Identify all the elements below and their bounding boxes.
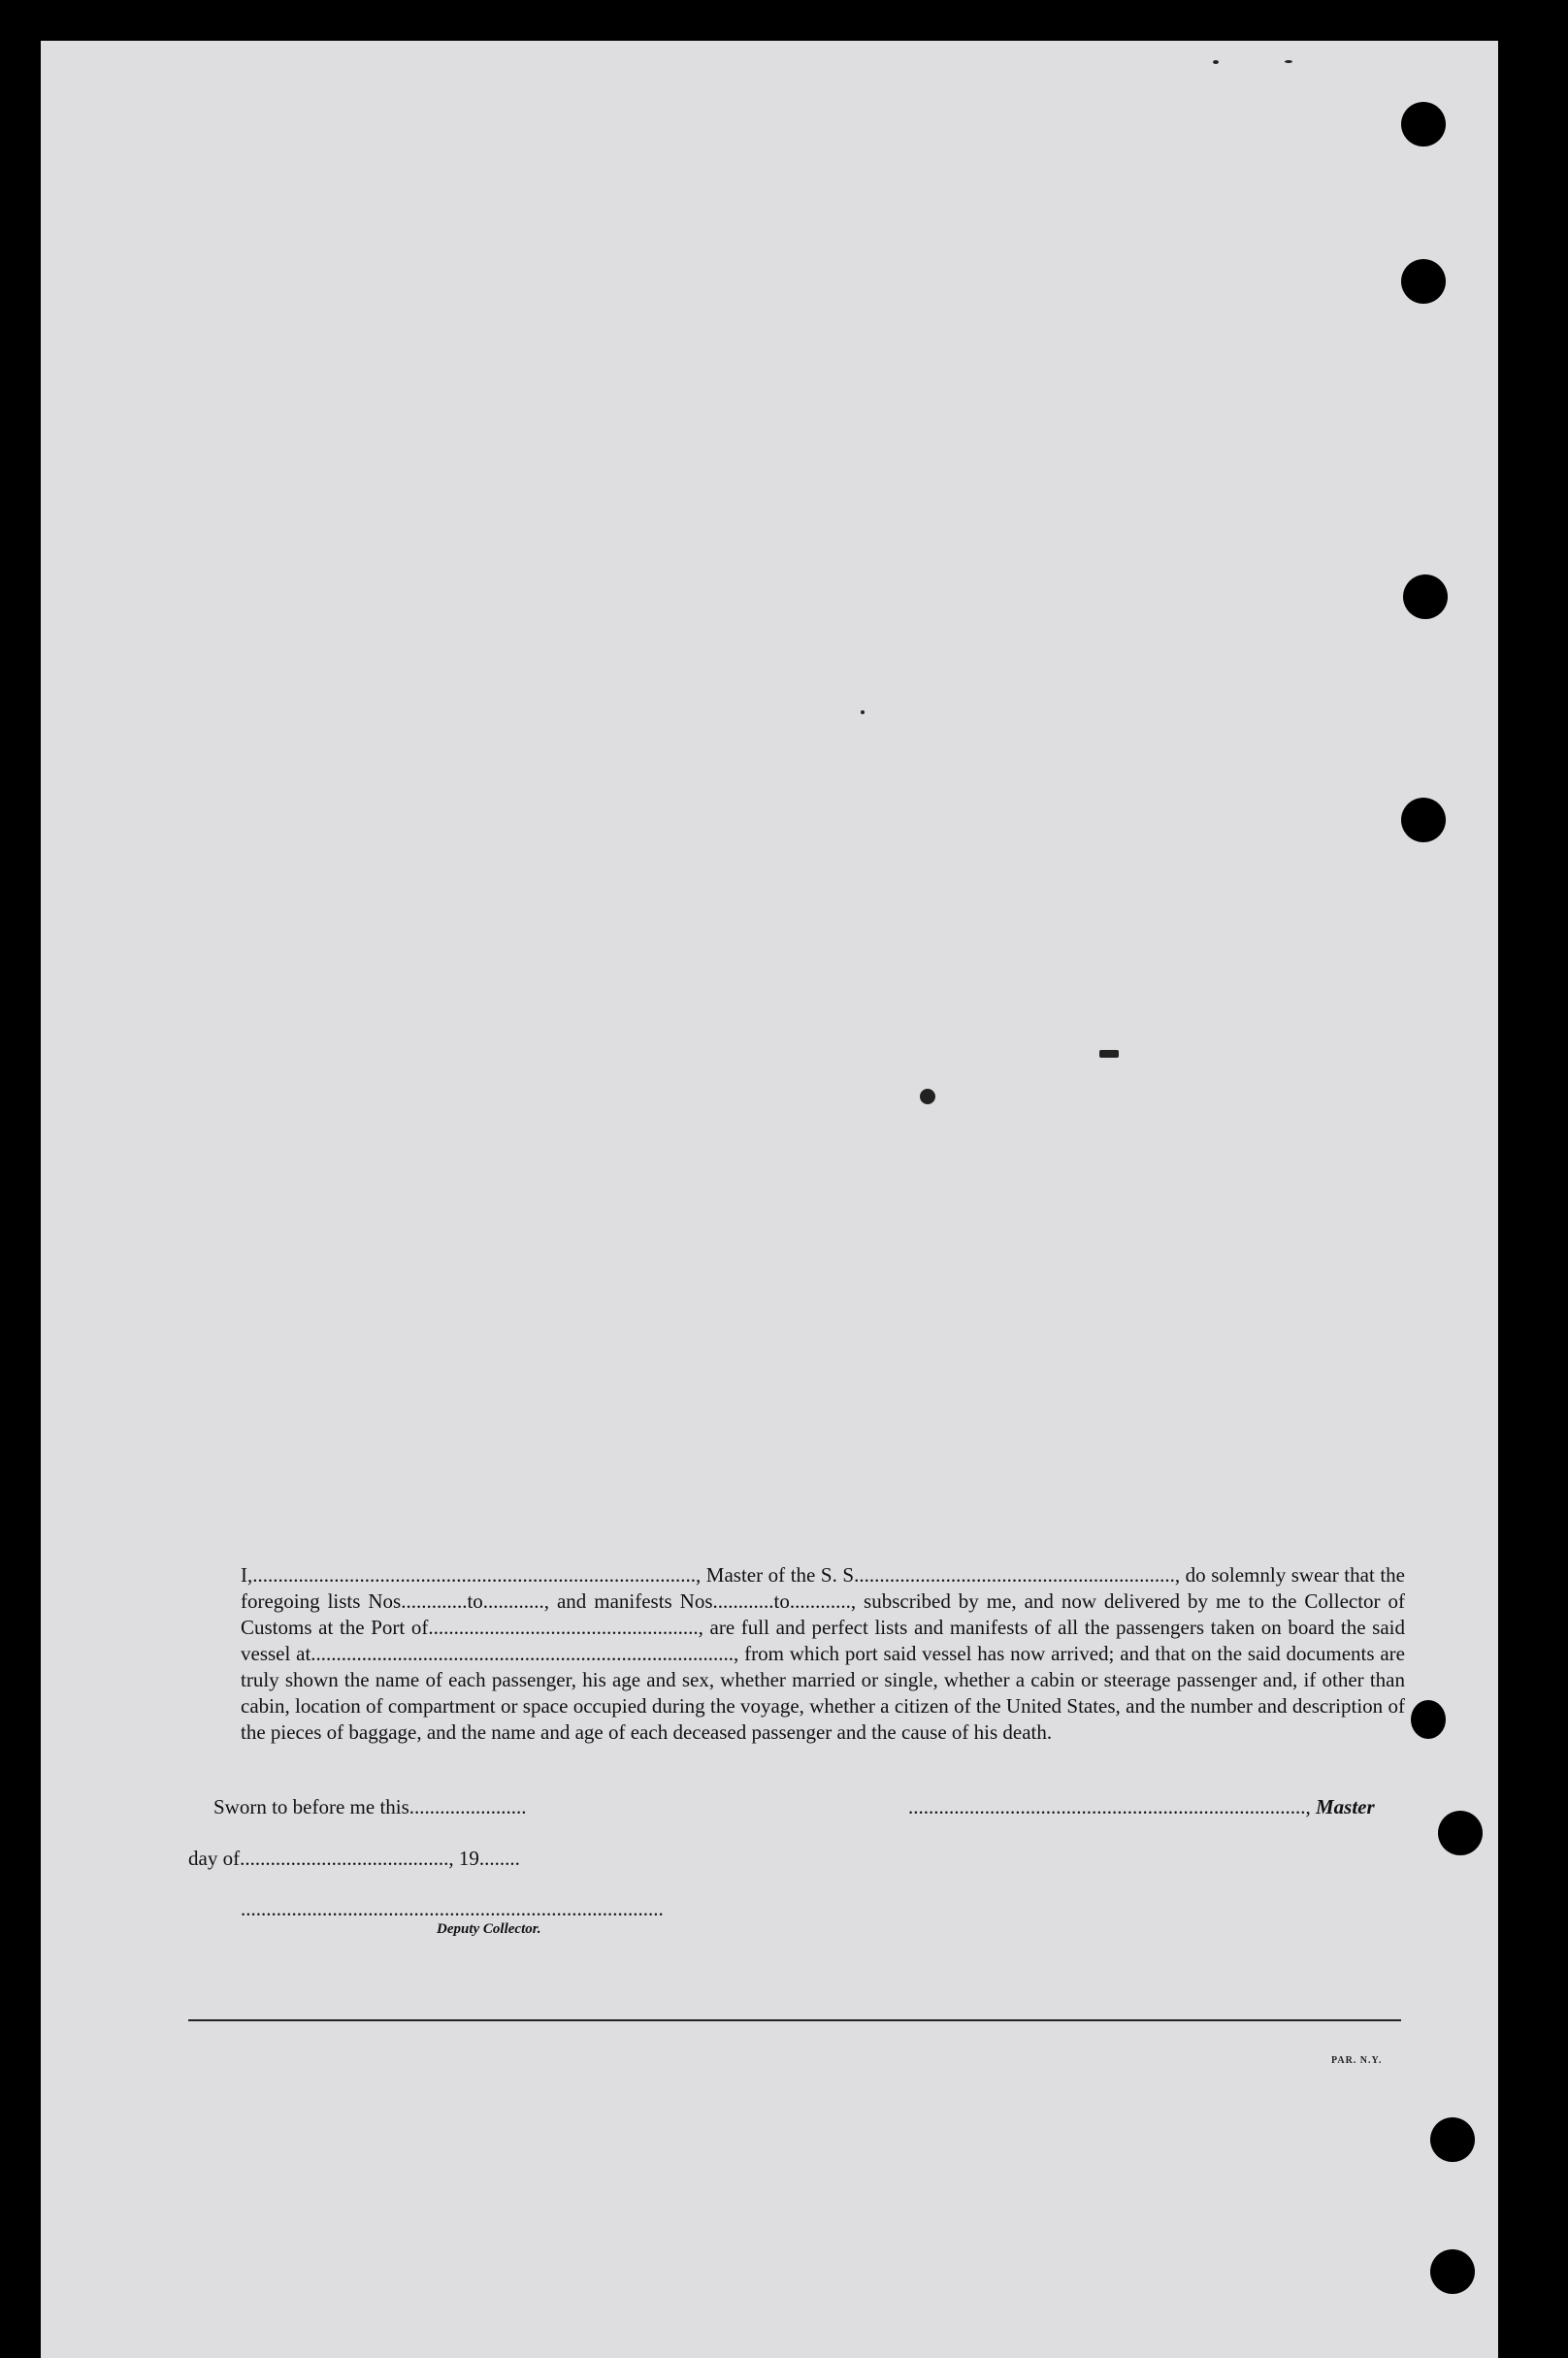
ink-speck bbox=[1285, 60, 1292, 63]
ink-speck bbox=[1213, 60, 1219, 64]
deputy-collector-caption: Deputy Collector. bbox=[437, 1921, 541, 1937]
oath-text: I,......................................................................................., Master of the S. S..............................................................., do solemnly swear that the foregoing lists Nos.............to............, and manifests Nos............to............, subscribed by me, and now delivered by me to the Collector of Customs at the Port of....................................................., are full and perfect lists and manifests of all the passengers taken on board the said vessel at..................................................................................., from which port said vessel has now arrived; and that on the said documents are truly shown the name of each passenger, his age and sex, whether married or single, whether a cabin or steerage passenger and, if other than cabin, location of compartment or space occupied during the voyage, whether a citizen of the United States, and the number and description of the pieces of baggage, and the name and age of each deceased passenger and the cause of his death. bbox=[241, 1563, 1405, 1744]
punch-hole-3 bbox=[1403, 574, 1448, 619]
ink-speck bbox=[1099, 1050, 1119, 1058]
document-sheet bbox=[41, 41, 1498, 2358]
sworn-line bbox=[213, 1795, 527, 1819]
master-dots: .............................................................................., bbox=[908, 1795, 1311, 1818]
punch-hole-7 bbox=[1430, 2117, 1475, 2162]
master-signature-line bbox=[908, 1795, 1375, 1819]
punch-hole-4 bbox=[1401, 798, 1446, 842]
deputy-signature-line bbox=[241, 1897, 664, 1921]
deputy-dots: ................................................................................... bbox=[241, 1897, 664, 1920]
punch-hole-2 bbox=[1401, 259, 1446, 304]
punch-hole-1 bbox=[1401, 102, 1446, 147]
master-oath-paragraph bbox=[186, 1562, 1405, 1746]
sworn-text: Sworn to before me this....................... bbox=[213, 1795, 527, 1818]
printer-mark: PAR. N.Y. bbox=[1331, 2055, 1383, 2066]
master-label: Master bbox=[1316, 1795, 1375, 1818]
ink-speck bbox=[920, 1089, 935, 1104]
punch-hole-5 bbox=[1411, 1700, 1446, 1739]
day-text: day of........................................., 19........ bbox=[188, 1847, 520, 1870]
punch-hole-6 bbox=[1438, 1811, 1483, 1855]
day-line bbox=[188, 1847, 520, 1871]
bottom-divider bbox=[188, 2019, 1401, 2021]
punch-hole-8 bbox=[1430, 2249, 1475, 2294]
ink-speck bbox=[861, 710, 865, 714]
